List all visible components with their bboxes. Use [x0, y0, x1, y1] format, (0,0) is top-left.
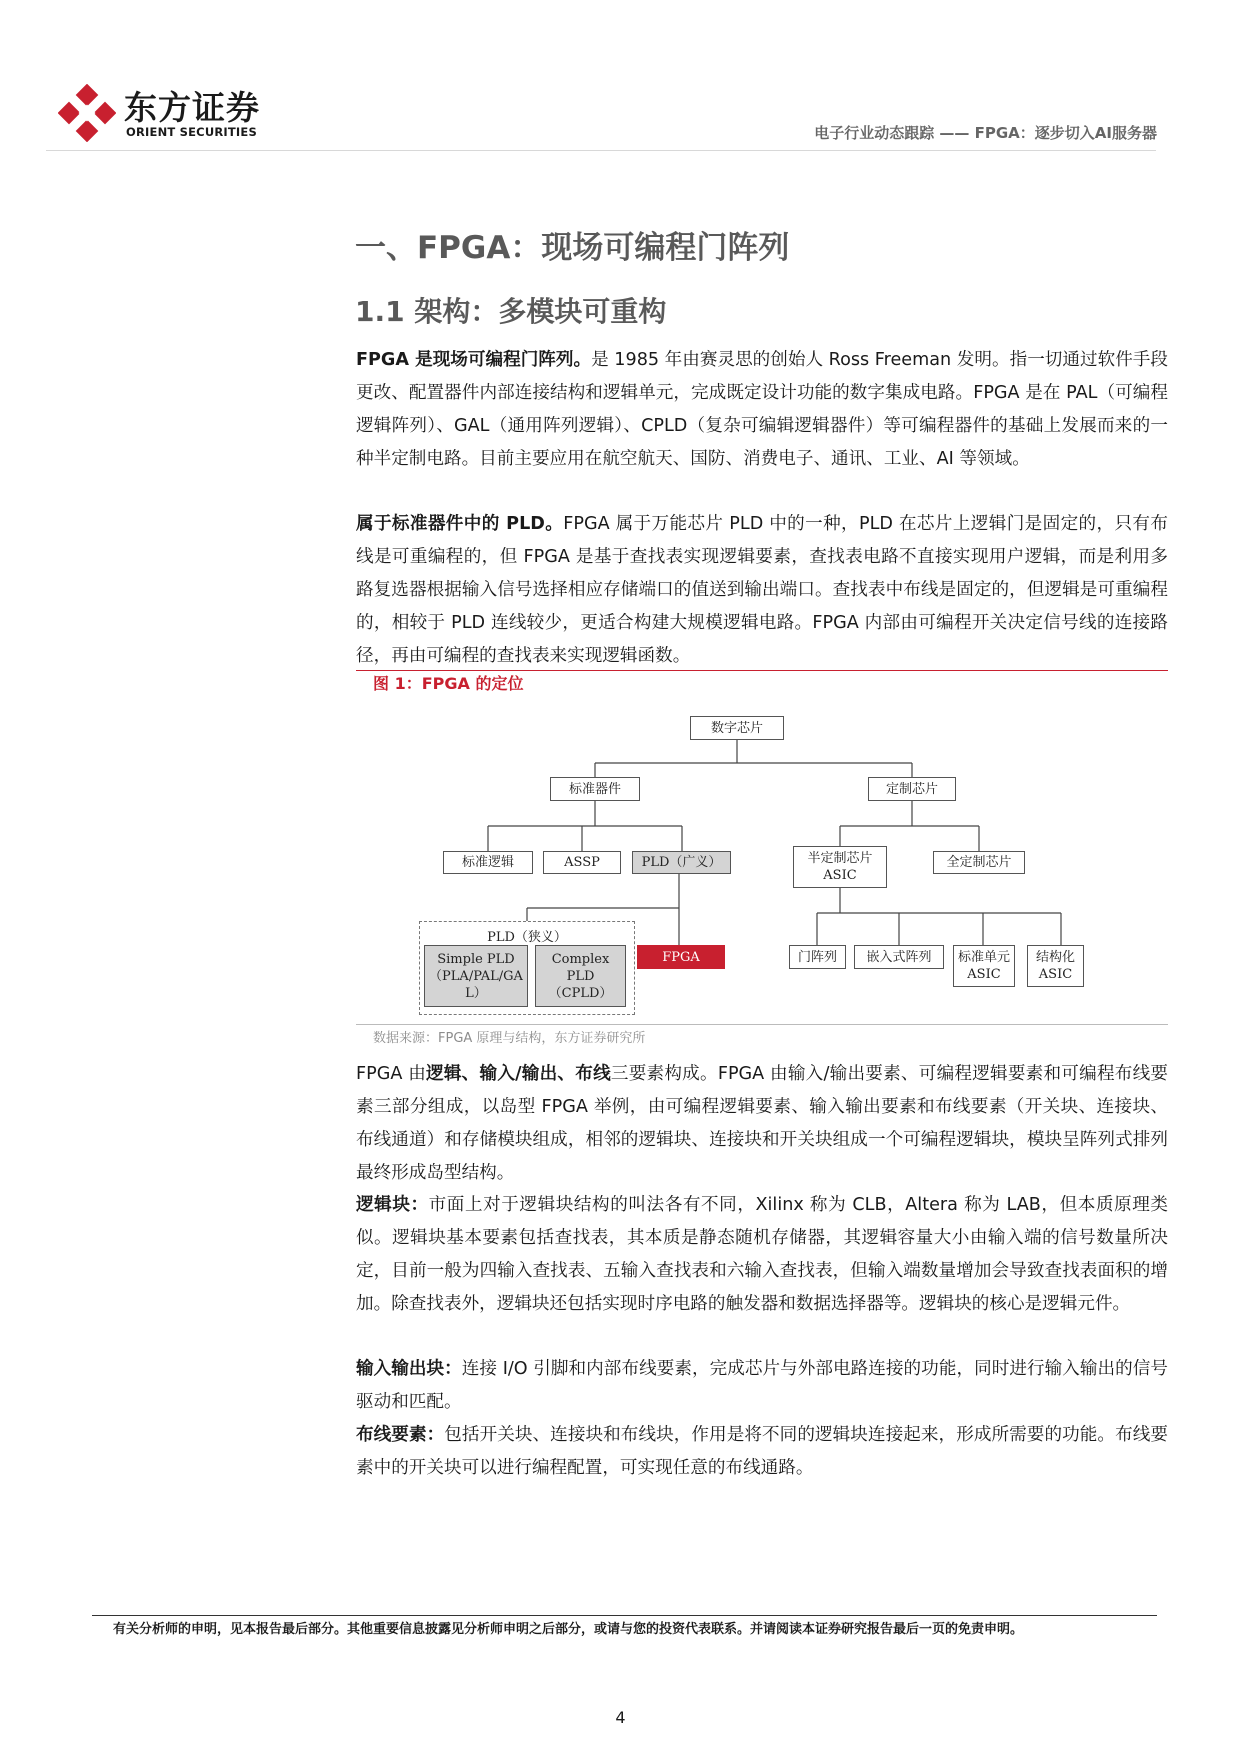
paragraph-lead: FPGA 是现场可编程门阵列。 [356, 350, 592, 370]
paragraph-body: 是 1985 年由赛灵思的创始人 Ross Freeman 发明。指一切通过软件手段更改、配置器件内部连接结构和逻辑单元，完成既定设计功能的数字集成电路。FPGA 是在 PAL（可编程逻辑阵列）、GAL（通用阵列逻辑）、CPLD（复杂可编辑逻辑器件）等可编程器件的基础上发展而来的一种半定制电路。目前主要应用在航空航天、国防、消费电子、通讯、工业、AI 等领域。 [356, 350, 1168, 469]
figure-caption: 图 1：FPGA 的定位 [373, 674, 524, 693]
paragraph-pld [356, 508, 1168, 673]
brand-name-cn: 东方证券 [124, 88, 260, 127]
paragraph-fpga-definition [356, 344, 1168, 476]
node-gate-array: 门阵列 [789, 945, 846, 969]
paragraph-body: FPGA 属于万能芯片 PLD 中的一种，PLD 在芯片上逻辑门是固定的，只有布线是可重编程的，但 FPGA 是基于查找表实现逻辑要素，查找表电路不直接实现用户逻辑，而是利用多路复选器根据输入信号选择相应存储端口的值送到输出端口。查找表中布线是固定的，但逻辑是可重编程的，相较于 PLD 连线较少，更适合构建大规模逻辑电路。FPGA 内部由可编程开关决定信号线的连接路径，再由可编程的查找表来实现逻辑函数。 [356, 514, 1168, 666]
node-structured-asic: 结构化 ASIC [1027, 945, 1084, 987]
paragraph-logic-block [356, 1189, 1168, 1321]
fpga-positioning-diagram [400, 705, 1130, 1020]
orient-securities-logo-icon [58, 84, 116, 142]
node-complex-pld: Complex PLD （CPLD） [535, 945, 626, 1007]
node-simple-pld: Simple PLD （PLA/PAL/GA L） [424, 945, 528, 1007]
footer-disclaimer: 有关分析师的申明，见本报告最后部分。其他重要信息披露见分析师申明之后部分，或请与您的投资代表联系。并请阅读本证券研究报告最后一页的免责申明。 [113, 1622, 1024, 1637]
paragraph-emphasis: 逻辑、输入/输出、布线 [426, 1064, 611, 1084]
node-standard-logic: 标准逻辑 [443, 851, 533, 874]
section-heading: 一、FPGA：现场可编程门阵列 [355, 230, 790, 266]
header-divider [46, 150, 1156, 151]
paragraph-three-elements [356, 1058, 1168, 1190]
node-standard-cell-asic: 标准单元 ASIC [953, 945, 1015, 987]
paragraph-routing [356, 1419, 1168, 1485]
figure-bottom-rule [356, 1024, 1168, 1025]
paragraph-body: 三要素构成。FPGA 由输入/输出要素、可编程逻辑要素和可编程布线要素三部分组成，以岛型 FPGA 举例，由可编程逻辑要素、输入输出要素和布线要素（开关块、连接块、布线通道）和存储模块组成，相邻的逻辑块、连接块和开关块组成一个可编程逻辑块，模块呈阵列式排列最终形成岛型结构。 [356, 1064, 1169, 1183]
node-semi-custom-asic: 半定制芯片 ASIC [793, 846, 887, 888]
paragraph-body: 包括开关块、连接块和布线块，作用是将不同的逻辑块连接起来，形成所需要的功能。布线要素中的开关块可以进行编程配置，可实现任意的布线通路。 [356, 1425, 1168, 1478]
node-fpga: FPGA [637, 945, 725, 969]
paragraph-lead: 输入输出块： [356, 1359, 462, 1379]
node-standard-device: 标准器件 [550, 777, 640, 801]
paragraph-body: 连接 I/O 引脚和内部布线要素，完成芯片与外部电路连接的功能，同时进行输入输出的信号驱动和匹配。 [356, 1359, 1168, 1412]
figure-source: 数据来源：FPGA 原理与结构，东方证券研究所 [373, 1031, 646, 1046]
node-digital-chip: 数字芯片 [690, 716, 784, 740]
brand-name-en: ORIENT SECURITIES [126, 125, 257, 139]
node-assp: ASSP [543, 851, 621, 874]
node-full-custom: 全定制芯片 [933, 851, 1025, 874]
figure-top-rule [356, 670, 1168, 671]
paragraph-lead: 布线要素： [356, 1425, 445, 1445]
page-number: 4 [615, 1708, 626, 1727]
report-header-title: 电子行业动态跟踪 —— FPGA：逐步切入AI服务器 [814, 124, 1157, 142]
node-pld-broad: PLD（广义） [632, 851, 731, 874]
subsection-heading: 1.1 架构：多模块可重构 [355, 295, 667, 328]
paragraph-body: FPGA 由 [356, 1064, 427, 1084]
paragraph-io-block [356, 1353, 1168, 1419]
footer-divider [92, 1615, 1157, 1616]
node-custom-chip: 定制芯片 [868, 777, 956, 801]
paragraph-lead: 逻辑块： [356, 1195, 429, 1215]
node-embedded-array: 嵌入式阵列 [854, 945, 944, 969]
paragraph-lead: 属于标准器件中的 PLD。 [356, 514, 564, 534]
node-pld-narrow-label: PLD（狭义） [487, 930, 567, 945]
paragraph-body: 市面上对于逻辑块结构的叫法各有不同，Xilinx 称为 CLB，Altera 称为 LAB，但本质原理类似。逻辑块基本要素包括查找表，其本质是静态随机存储器，其逻辑容量大小由输入端的信号数量所决定，目前一般为四输入查找表、五输入查找表和六输入查找表，但输入端数量增加会导致查找表面积的增加。除查找表外，逻辑块还包括实现时序电路的触发器和数据选择器等。逻辑块的核心是逻辑元件。 [356, 1195, 1168, 1314]
